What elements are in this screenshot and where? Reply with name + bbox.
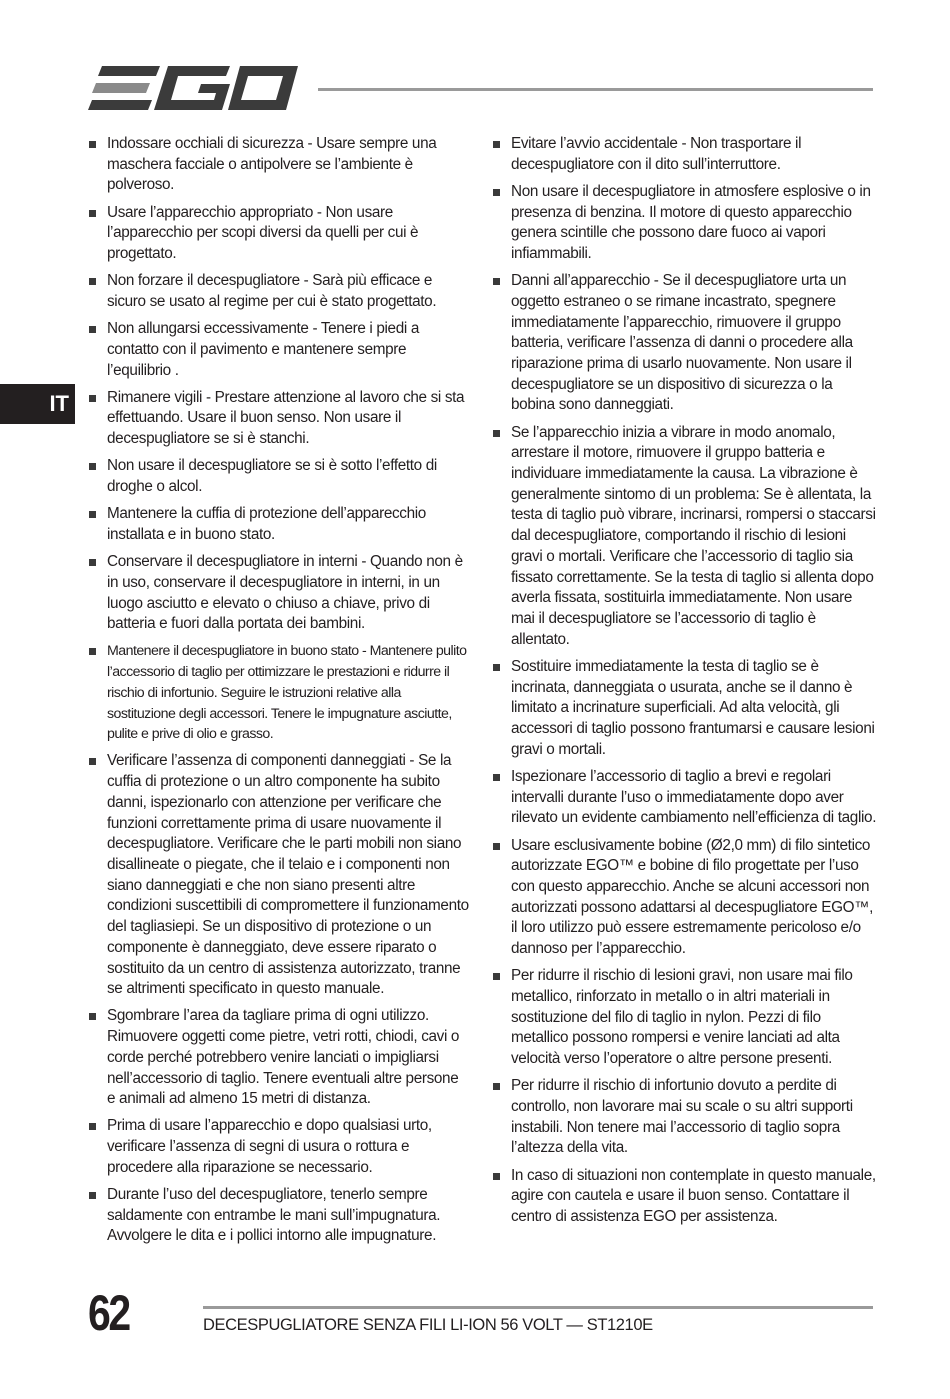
list-item: Non forzare il decespugliatore - Sarà più efficace e sicuro se usato al regime per cui è stato progettato. [88, 271, 470, 312]
list-item: In caso di situazioni non contemplate in questo manuale, agire con cautela e usare il buon senso. Contattare il centro di assistenza EGO per assistenza. [492, 1166, 877, 1228]
bullet-icon [89, 758, 96, 765]
bullet-icon [493, 843, 500, 850]
list-item: Usare l’apparecchio appropriato - Non usare l’apparecchio per scopi diversi da quelli per cui è progettato. [88, 203, 470, 265]
footer-rule [203, 1306, 873, 1309]
list-item: Indossare occhiali di sicurezza - Usare sempre una maschera facciale o antipolvere se l’ambiente è polveroso. [88, 134, 470, 196]
bullet-icon [493, 664, 500, 671]
page-number: 62 [88, 1285, 129, 1341]
left-column [88, 134, 470, 1254]
list-item: Non allungarsi eccessivamente - Tenere i piedi a contatto con il pavimento e mantenere sempre l’equilibrio . [88, 319, 470, 381]
list-item: Ispezionare l’accessorio di taglio a brevi e regolari intervalli durante l’uso o immediatamente dopo aver rilevato un evidente cambiamento nell’efficienza di taglio. [492, 767, 877, 829]
list-item: Non usare il decespugliatore se si è sotto l’effetto di droghe o alcol. [88, 456, 470, 497]
list-item: Usare esclusivamente bobine (Ø2,0 mm) di filo sintetico autorizzate EGO™ e bobine di filo progettate per l’uso con questo apparecchio. Anche se alcuni accessori non autorizzati possono adattarsi al decespugliatore EGO™, il loro utilizzo può essere estremamente pericoloso e/o dannoso per l’apparecchio. [492, 836, 877, 960]
bullet-icon [89, 648, 96, 655]
bullet-icon [89, 278, 96, 285]
header-rule [318, 88, 873, 91]
bullet-icon [493, 1173, 500, 1180]
bullet-icon [89, 326, 96, 333]
bullet-icon [89, 511, 96, 518]
list-item: Evitare l’avvio accidentale - Non trasportare il decespugliatore con il dito sull’interruttore. [492, 134, 877, 175]
bullet-icon [493, 189, 500, 196]
list-item: Sostituire immediatamente la testa di taglio se è incrinata, danneggiata o usurata, anche se il danno è limitato a incrinature superficiali. Ad alta velocità, gli accessori di taglio possono frantumarsi e causare lesioni gravi o mortali. [492, 657, 877, 761]
list-item: Danni all’apparecchio - Se il decespugliatore urta un oggetto estraneo o se rimane incastrato, spegnere immediatamente l’apparecchio, rimuovere il gruppo batteria, verificare l’assenza di danni o procedere alla riparazione prima di usarlo nuovamente. Non usare il decespugliatore se un dispositivo di sicurezza o la bobina sono danneggiati. [492, 271, 877, 416]
list-item: Mantenere la cuffia di protezione dell’apparecchio installata e in buono stato. [88, 504, 470, 545]
language-tab: IT [0, 384, 75, 424]
footer-title: DECESPUGLIATORE SENZA FILI LI-ION 56 VOLT — ST1210E [203, 1316, 653, 1334]
list-item: Non usare il decespugliatore in atmosfere esplosive o in presenza di benzina. Il motore di questo apparecchio genera scintille che possono dare fuoco ai vapori infiammabili. [492, 182, 877, 265]
list-item: Sgombrare l’area da tagliare prima di ogni utilizzo. Rimuovere oggetti come pietre, vetri rotti, chiodi, cavi o corde perché potrebbero venire lanciati o impigliarsi nell’accessorio di taglio. Tenere eventuali altre persone e animali ad almeno 15 metri di distanza. [88, 1006, 470, 1110]
list-item: Prima di usare l’apparecchio e dopo qualsiasi urto, verificare l’assenza di segni di usura o rottura e procedere alla riparazione se necessario. [88, 1116, 470, 1178]
bullet-icon [493, 973, 500, 980]
list-item: Se l’apparecchio inizia a vibrare in modo anomalo, arrestare il motore, rimuovere il gruppo batteria e individuare immediatamente la causa. La vibrazione è generalmente sintomo di un problema: Se è allentata, la testa di taglio può vibrare, incrinarsi, rompersi o staccarsi dal decespugliatore, comportando il rischio di lesioni gravi o mortali. Verificare che l’accessorio di taglio sia fissato correttamente. Se la testa di taglio si allenta dopo averla fissata, sostituirla immediatamente. Non usare mai il decespugliatore se l’accessorio di taglio è allentato. [492, 423, 877, 651]
bullet-icon [493, 774, 500, 781]
list-item: Rimanere vigili - Prestare attenzione al lavoro che si sta effettuando. Usare il buon senso. Non usare il decespugliatore se si è stanchi. [88, 388, 470, 450]
list-item: Per ridurre il rischio di lesioni gravi, non usare mai filo metallico, rinforzato in metallo o in altri materiali in sostituzione del filo di taglio in nylon. Pezzi di filo metallico possono rompersi e venire lanciati ad alta velocità verso l’operatore o altre persone presenti. [492, 966, 877, 1070]
right-column [492, 134, 877, 1234]
bullet-icon [89, 559, 96, 566]
bullet-icon [89, 395, 96, 402]
list-item: Mantenere il decespugliatore in buono stato - Mantenere pulito l’accessorio di taglio per ottimizzare le prestazioni e ridurre il rischio di infortunio. Seguire le istruzioni relative alla sostituzione degli accessori. Tenere le impugnature asciutte, pulite e prive di olio e grasso. [88, 641, 470, 745]
list-item: Per ridurre il rischio di infortunio dovuto a perdite di controllo, non lavorare mai su scale o su altri supporti instabili. Non tenere mai l’accessorio di taglio sopra l’altezza della vita. [492, 1076, 877, 1159]
bullet-icon [493, 430, 500, 437]
bullet-icon [89, 1013, 96, 1020]
list-item: Verificare l’assenza di componenti danneggiati - Se la cuffia di protezione o un altro componente ha subito danni, ispezionarlo con attenzione per verificare che funzioni correttamente prima di usare nuovamente il decespugliatore. Verificare che le parti mobili non siano disallineate o piegate, che il telaio e i componenti non siano danneggiati e che non siano presenti altre condizioni suscettibili di compromettere il funzionamento del tagliasiepi. Se un dispositivo di protezione o un componente è danneggiato, deve essere riparato o sostituito da un centro di assistenza autorizzato, tranne se altrimenti specificato in questo manuale. [88, 751, 470, 999]
list-item: Durante l’uso del decespugliatore, tenerlo sempre saldamente con entrambe le mani sull’impugnatura. Avvolgere le dita e i pollici intorno alle impugnature. [88, 1185, 470, 1247]
bullet-icon [89, 210, 96, 217]
bullet-icon [89, 463, 96, 470]
bullet-icon [493, 1083, 500, 1090]
list-item: Conservare il decespugliatore in interni - Quando non è in uso, conservare il decespugliatore in interni, in un luogo asciutto e elevato o chiuso a chiave, privo di batteria e fuori dalla portata dei bambini. [88, 552, 470, 635]
bullet-icon [89, 1123, 96, 1130]
bullet-icon [493, 278, 500, 285]
bullet-icon [493, 141, 500, 148]
bullet-icon [89, 1192, 96, 1199]
ego-logo [88, 64, 298, 112]
bullet-icon [89, 141, 96, 148]
